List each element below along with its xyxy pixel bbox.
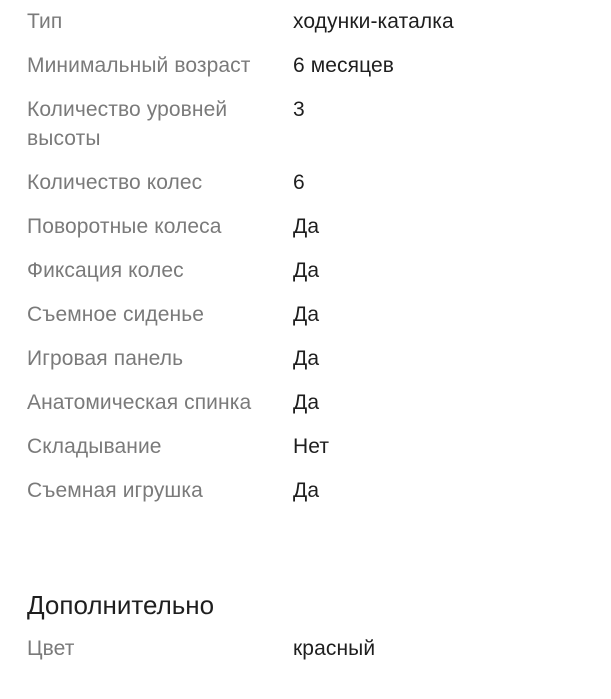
spec-row-removable-toy — [27, 476, 597, 505]
spec-label: Игровая панель — [27, 347, 184, 370]
spec-row-height-levels — [27, 95, 597, 153]
spec-label: Съемное сиденье — [27, 303, 205, 326]
spec-value: Нет — [293, 435, 330, 458]
spec-label: Складывание — [27, 435, 162, 458]
spec-value: 6 — [293, 171, 305, 194]
spec-label: Тип — [27, 10, 63, 33]
spec-value: Да — [293, 259, 320, 282]
spec-row-wheel-count — [27, 168, 597, 197]
spec-value: 6 месяцев — [293, 54, 395, 77]
additional-specifications-list — [27, 634, 597, 678]
spec-row-wheel-lock — [27, 256, 597, 285]
spec-value: Да — [293, 479, 320, 502]
spec-row-color — [27, 634, 597, 663]
spec-label: Цвет — [27, 637, 75, 660]
spec-value: Да — [293, 303, 320, 326]
spec-row-type — [27, 7, 597, 36]
specifications-list — [27, 7, 597, 520]
spec-value: Да — [293, 347, 320, 370]
spec-row-anatomic-back — [27, 388, 597, 417]
spec-label: Количество уровней высоты — [27, 98, 228, 150]
section-title-additional: Дополнительно — [27, 590, 215, 620]
spec-label: Поворотные колеса — [27, 215, 222, 238]
spec-row-min-age — [27, 51, 597, 80]
spec-value: 3 — [293, 98, 305, 121]
spec-value: красный — [293, 637, 376, 660]
spec-label: Съемная игрушка — [27, 479, 203, 502]
spec-label: Количество колес — [27, 171, 203, 194]
spec-value: ходунки-каталка — [293, 10, 454, 33]
spec-label: Фиксация колес — [27, 259, 184, 282]
spec-value: Да — [293, 215, 320, 238]
spec-row-swivel-wheels — [27, 212, 597, 241]
spec-value: Да — [293, 391, 320, 414]
spec-label: Минимальный возраст — [27, 54, 251, 77]
spec-row-removable-seat — [27, 300, 597, 329]
spec-row-play-panel — [27, 344, 597, 373]
spec-label: Анатомическая спинка — [27, 391, 252, 414]
spec-row-folding — [27, 432, 597, 461]
